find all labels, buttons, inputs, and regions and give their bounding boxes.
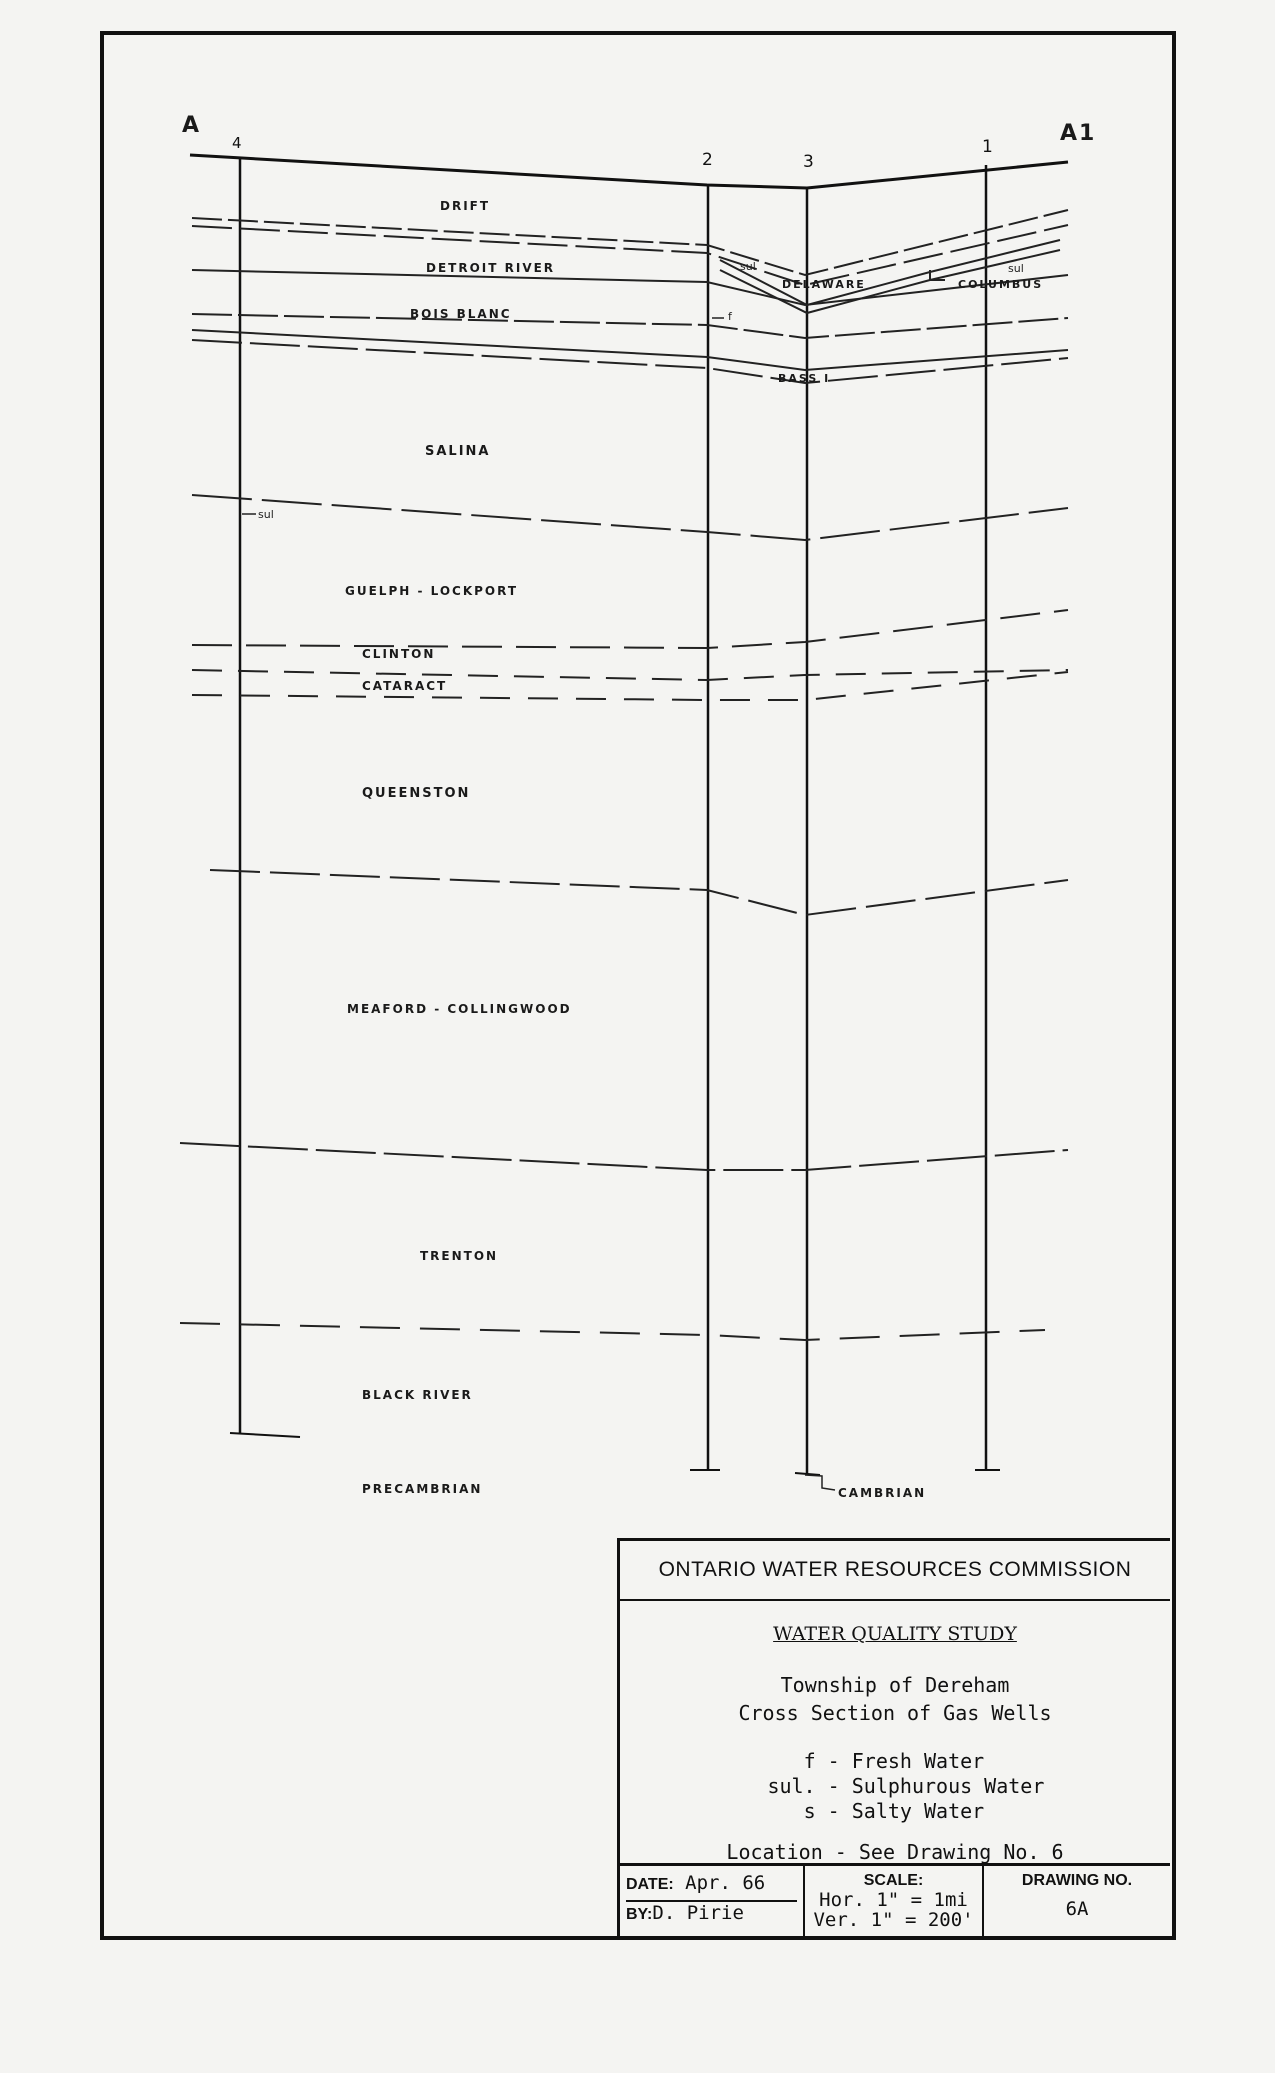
scale-vertical: Ver. 1" = 200': [813, 1909, 974, 1931]
contact-clinton-base: [192, 670, 1068, 680]
water-marker-f: f: [728, 310, 732, 323]
well-number: 2: [702, 150, 713, 170]
by-value: D. Pirie: [652, 1902, 744, 1924]
formation-label-guelph-lockport: GUELPH - LOCKPORT: [345, 584, 519, 598]
ground-surface-line: [190, 155, 1068, 188]
label-cambrian: CAMBRIAN: [838, 1486, 927, 1500]
cambrian-leader: [805, 1475, 835, 1490]
well-number: 3: [803, 152, 814, 172]
legend-meaning: Salty Water: [851, 1799, 985, 1823]
contact-detroit-river-base: [192, 270, 1068, 305]
title-block-body: [620, 1601, 1170, 1866]
study-title: WATER QUALITY STUDY: [773, 1623, 1017, 1645]
subtitle-line-2: Cross Section of Gas Wells: [738, 1701, 1052, 1725]
date-label: DATE:: [626, 1876, 674, 1893]
formation-label-salina: SALINA: [425, 444, 491, 459]
drawing-number-label: DRAWING NO.: [1021, 1872, 1133, 1889]
formation-label-trenton: TRENTON: [420, 1249, 499, 1263]
drawing-subtitle: [620, 1671, 1170, 1727]
contact-drift-base: [192, 210, 1068, 275]
delaware-columbus-markers: [720, 240, 1060, 313]
water-marker-sul: sul: [740, 260, 756, 273]
legend-meaning: Fresh Water: [851, 1749, 985, 1773]
section-end-label-a: A: [182, 113, 202, 138]
formation-label-drift: DRIFT: [440, 199, 491, 213]
legend-item: f - Fresh Water: [746, 1749, 1045, 1774]
formation-label-precambrian: PRECAMBRIAN: [362, 1482, 483, 1496]
water-marker-sul: sul: [1008, 262, 1024, 275]
drawing-number-cell: [984, 1866, 1170, 1938]
contact-salina-base: [192, 495, 1068, 540]
label-bass-islands: BASS I: [778, 372, 831, 385]
section-end-label-a1: A1: [1060, 121, 1097, 146]
title-block: [617, 1538, 1170, 1936]
contact-cataract-base: [192, 672, 1068, 700]
legend-item: s - Salty Water: [746, 1799, 1045, 1824]
scale-label: SCALE:: [863, 1872, 924, 1889]
contact-drift-base-b: [192, 225, 1068, 285]
scale-horizontal: Hor. 1" = 1mi: [819, 1889, 968, 1911]
contact-delaware-base: [192, 314, 1068, 338]
contact-trenton-base: [180, 1323, 1045, 1340]
legend-symbol: f: [803, 1749, 816, 1773]
label-columbus: COLUMBUS: [958, 278, 1044, 291]
contact-queenston-base: [210, 870, 1068, 915]
location-note: Location - See Drawing No. 6: [726, 1840, 1064, 1864]
subtitle-line-1: Township of Dereham: [780, 1673, 1010, 1697]
organization-name: ONTARIO WATER RESOURCES COMMISSION: [620, 1541, 1170, 1601]
date-value: Apr. 66: [685, 1872, 766, 1894]
formation-label-black-river: BLACK RIVER: [362, 1388, 473, 1402]
contact-collingwood-base: [180, 1143, 1068, 1170]
legend-meaning: Sulphurous Water: [851, 1774, 1045, 1798]
scale-cell: [805, 1866, 984, 1938]
legend-symbol: s: [803, 1799, 816, 1823]
title-block-footer: [620, 1866, 1170, 1938]
water-marker-sul: sul: [258, 508, 274, 521]
well-number: 4: [232, 134, 242, 152]
formation-label-cataract: CATARACT: [362, 679, 448, 693]
formation-label-queenston: QUEENSTON: [362, 786, 471, 801]
formation-label-detroit-river: DETROIT RIVER: [426, 261, 556, 275]
contact-bass-islands-base: [192, 340, 1068, 383]
drawing-number-value: 6A: [1065, 1898, 1089, 1920]
legend-symbol: sul.: [767, 1774, 816, 1798]
formation-labels: [345, 199, 572, 1496]
date-by-cell: [620, 1866, 805, 1938]
water-legend: [746, 1749, 1045, 1824]
well-bottom-mark: [230, 1433, 300, 1437]
label-delaware: DELAWARE: [782, 278, 866, 291]
contact-guelph-base: [192, 610, 1068, 648]
legend-item: sul. - Sulphurous Water: [746, 1774, 1045, 1799]
formation-contacts: [180, 210, 1068, 1340]
formation-label-clinton: CLINTON: [362, 647, 436, 661]
formation-label-bois-blanc: BOIS BLANC: [410, 307, 512, 321]
well-number: 1: [982, 137, 993, 157]
by-label: BY:: [626, 1906, 653, 1923]
formation-label-meaford-collingwood: MEAFORD - COLLINGWOOD: [347, 1002, 572, 1016]
